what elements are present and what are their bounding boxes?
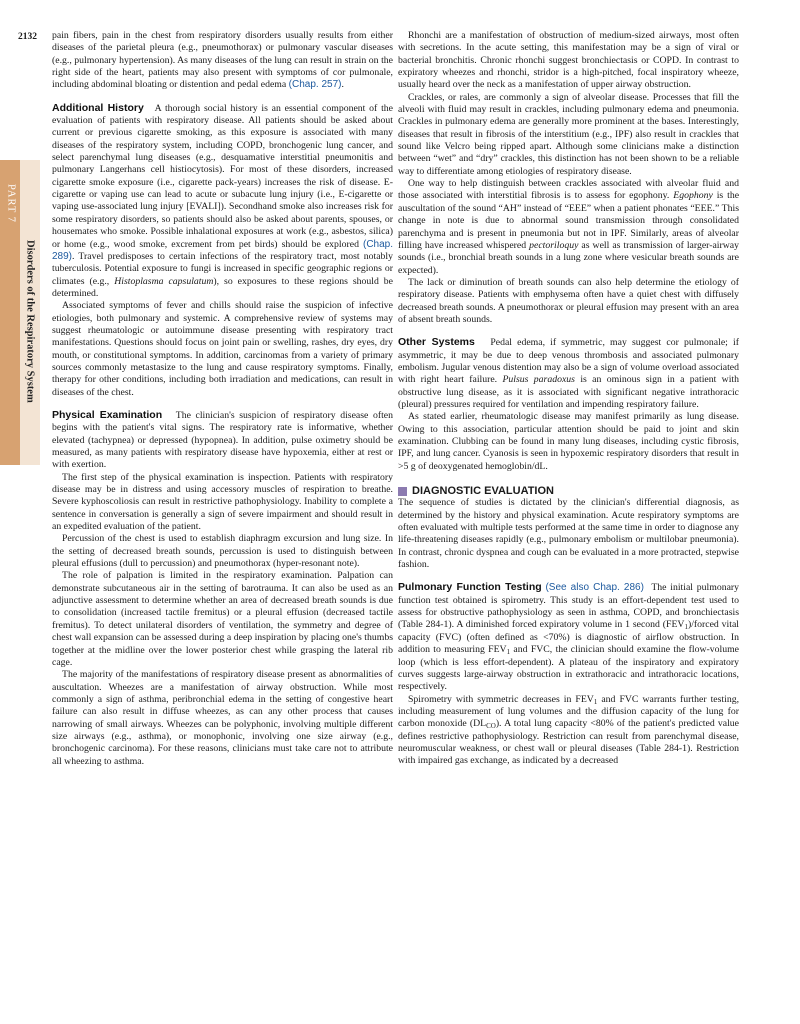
chapter-side-tab — [0, 160, 40, 465]
part-label: PART 7 — [5, 184, 17, 223]
left-column — [52, 30, 393, 768]
run-in-heading: Physical Examination — [52, 408, 163, 421]
run-in-heading: Additional History — [52, 101, 144, 114]
section-heading: DIAGNOSTIC EVALUATION — [398, 485, 739, 497]
paragraph: Other Systems Pedal edema, if symmetric, may suggest cor pulmonale; if asymmetric, it may be due to deep venous thrombosis and associated pulmonary embolism. Jugular venous distention may also be a sign of volume overload associated with right heart failure. Pulsus paradoxus is an ominous sign in a patient with obstructive lung disease, as it is associated with significant negative intrathoracic (pleural) pressures required for ventilation and impending respiratory failure. — [398, 336, 740, 410]
paragraph: pain fibers, pain in the chest from respiratory disorders usually results from either diseases of the parietal pleura (e.g., pneumothorax) or pulmonary vascular diseases (e.g., pulmonary hypertension). As many diseases of the lung can result in strain on the right side of the heart, patients may also present with symptoms of cor pulmonale, including abdominal bloating or distention and pedal edema (Chap. 257). — [52, 30, 393, 91]
paragraph: Pulmonary Function Testing (See also Chap. 286) The initial pulmonary function test obtained is spirometry. This study is an effort-dependent test used to assess for obstructive pathophysiology as seen in asthma, COPD, and bronchiectasis (Table 284-1). A diminished forced expiratory volume in 1 second $(FEV_1)$/forced vital capacity (FVC) (often defined as <70%) is diagnostic of airflow obstruction. In addition to measuring $FEV_1$ and FVC, the clinician should examine the flow-volume loop (which is less effort-dependent). A plateau of the inspiratory and expiratory curves suggests large-airway obstruction in extrathoracic and intrathoracic locations, respectively. — [398, 581, 740, 693]
run-in-heading: Pulmonary Function Testing — [398, 581, 542, 594]
paragraph: Associated symptoms of fever and chills should raise the suspicion of infective etiologies, both pulmonary and systemic. A comprehensive review of systems may suggest rheumatologic or autoimmune disease presenting with respiratory tract manifestations. Questions should focus on joint pain or swelling, rashes, dry eyes, dry mouth, or constitutional symptoms. In addition, carcinomas from a variety of primary sources commonly metastasize to the lung and cause respiratory symptoms. Finally, therapy for other conditions, including both irradiation and medications, can result in diseases of the chest. — [52, 300, 393, 398]
paragraph: As stated earlier, rheumatologic disease may manifest primarily as lung disease. Owing to this association, particular attention should be paid to joint and skin examination. Clubbing can be found in many lung diseases, including cystic fibrosis, IPF, and lung cancer. Cyanosis is seen in hypoxemic respiratory disorders that result in >5 g of deoxygenated hemoglobin/dL. — [398, 411, 739, 472]
paragraph: The majority of the manifestations of respiratory disease present as abnormalities of auscultation. Wheezes are a manifestation of airway obstruction. While most commonly a sign of asthma, peribronchial edema in the setting of congestive heart failure can also result in diffuse wheezes, as can any other process that causes narrowing of small airways. Wheezes can be polyphonic, involving multiple different size airways (e.g., asthma), or monophonic, involving one size airway (e.g., bronchogenic carcinoma). For these reasons, clinicians must take care not to attribute all wheezing to asthma. — [52, 669, 393, 767]
part-label-box — [0, 160, 22, 465]
page-number: 2132 — [18, 32, 37, 42]
paragraph: One way to help distinguish between crackles associated with alveolar fluid and those associated with interstitial fibrosis is to assess for egophony. Egophony is the auscultation of the sound “AH” instead of “EEE” when a patient phonates “EEE.” This change in note is due to abnormal sound transmission through consolidated parenchyma and is present in pneumonia but not in IPF. Similarly, areas of alveolar filling have increased whispered pectoriloquy as well as transmission of larger-airway sounds (i.e., bronchial breath sounds in a lung zone where vesicular breath sounds are expected). — [398, 178, 740, 276]
paragraph: Spirometry with symmetric decreases in $FEV_1$ and FVC warrants further testing, including measurement of lung volumes and the diffusion capacity of the lung for carbon monoxide $(DL_{CO})$. A total lung capacity <80% of the patient's predicted value defines restrictive pathophysiology. Restriction can result from parenchymal disease, neuromuscular weakness, or chest wall or pleural diseases (Table 284-1). Restriction with impaired gas exchange, as indicated by a decreased — [398, 693, 740, 767]
chapter-ref-link[interactable]: (See also Chap. 286) — [545, 582, 644, 594]
paragraph: Additional History A thorough social history is an essential component of the evaluation of patients with respiratory disease. All patients should be asked about current or previous cigarette smoking, as this exposure is associated with many diseases of the respiratory system, including COPD, bronchogenic lung cancer, and select parenchymal lung diseases (e.g., desquamative interstitial pneumonitis and pulmonary Langerhans cell histiocytosis). For most of these disorders, increased cigarette smoke exposure (i.e., cigarette pack-years) increases the risk of disease. E-cigarette or vaping use can lead to acute or subacute lung injury (i.e., E-cigarette or vaping use-associated lung injury [EVALI]). Secondhand smoke also increases risk for some respiratory disorders, so patients should also be asked about parents, spouses, or housemates who smoke. Possible inhalational exposures at work (e.g., asbestos, silica) or home (e.g., wood smoke, excrement from pet birds) should be explored (Chap. 289). Travel predisposes to certain infections of the respiratory tract, most notably tuberculosis. Potential exposure to fungi is increased in specific geographic regions or climates (e.g., Histoplasma capsulatum), so exposures to these regions should be determined. — [52, 101, 394, 299]
paragraph: Percussion of the chest is used to establish diaphragm excursion and lung size. In the setting of decreased breath sounds, percussion is used to distinguish between pleural effusions (dull to percussion) and pneumothorax (hyper-resonant note). — [52, 533, 393, 570]
paragraph: The first step of the physical examination is inspection. Patients with respiratory disease may be in distress and using accessory muscles of respiration to breathe. Severe kyphoscoliosis can result in restrictive pathophysiology. Inability to complete a sentence in conversation is generally a sign of severe impairment and should result in an expedited evaluation of the patient. — [52, 471, 393, 533]
square-bullet-icon — [398, 487, 407, 496]
paragraph: Physical Examination The clinician's suspicion of respiratory disease often begins with the patient's vital signs. The respiratory rate is informative, whether elevated (tachypnea) or depressed (hypopnea). In addition, pulse oximetry should be measured, as many patients with respiratory disease have hypoxemia, either at rest or with exertion. — [52, 408, 393, 471]
paragraph: The sequence of studies is dictated by the clinician's differential diagnosis, as determined by the history and physical examination. Acute respiratory symptoms are often evaluated with multiple tests performed at the same time in order to diagnose any life-threatening diseases rapidly (e.g., pulmonary embolism or multilobar pneumonia). In contrast, chronic dyspnea and cough can be evaluated in a more protracted, stepwise fashion. — [398, 497, 739, 571]
section-label: Disorders of the Respiratory System — [24, 240, 36, 403]
chapter-ref-link[interactable]: (Chap. 289) — [52, 238, 393, 262]
paragraph: The role of palpation is limited in the respiratory examination. Palpation can demonstrate subcutaneous air in the setting of barotrauma. It can also be used as an adjunctive assessment to determine whether an area of decreased breath sounds is due to consolidation (increased tactile fremitus) or a pleural effusion (decreased tactile fremitus). To detect unilateral disorders of ventilation, the symmetry and degree of chest wall expansion can be assessed during a deep inspiration by placing one's thumbs together at the midline over the lower posterior chest while grasping the lateral rib cage. — [52, 570, 393, 668]
paragraph: Crackles, or rales, are commonly a sign of alveolar disease. Processes that fill the alveoli with fluid may result in crackles, including pulmonary edema and pneumonia. Crackles in pulmonary edema are generally more prominent at the bases. Interestingly, diseases that result in fibrosis of the interstitium (e.g., IPF) also result in crackles that sound like Velcro being ripped apart. Although some clinicians make a distinction between “wet” and “dry” crackles, this distinction has not been shown to be a reliable way to differentiate among etiologies of respiratory disease. — [398, 91, 739, 177]
section-label-box — [20, 160, 40, 465]
run-in-heading: Other Systems — [398, 336, 475, 349]
right-column — [398, 30, 739, 768]
paragraph: The lack or diminution of breath sounds can also help determine the etiology of respiratory disease. Patients with emphysema often have a quiet chest with diffusely decreased breath sounds. A pneumothorax or pleural effusion may present with an area of absent breath sounds. — [398, 276, 739, 325]
paragraph: Rhonchi are a manifestation of obstruction of medium-sized airways, most often with secretions. In the acute setting, this manifestation may be a sign of viral or bacterial bronchitis. Chronic rhonchi suggest bronchiectasis or COPD. In contrast to expiratory wheezes and rhonchi, stridor is a high-pitched, focal inspiratory wheeze, usually heard over the neck as a manifestation of upper airway obstruction. — [398, 30, 739, 91]
chapter-ref-link[interactable]: (Chap. 257) — [288, 79, 342, 91]
